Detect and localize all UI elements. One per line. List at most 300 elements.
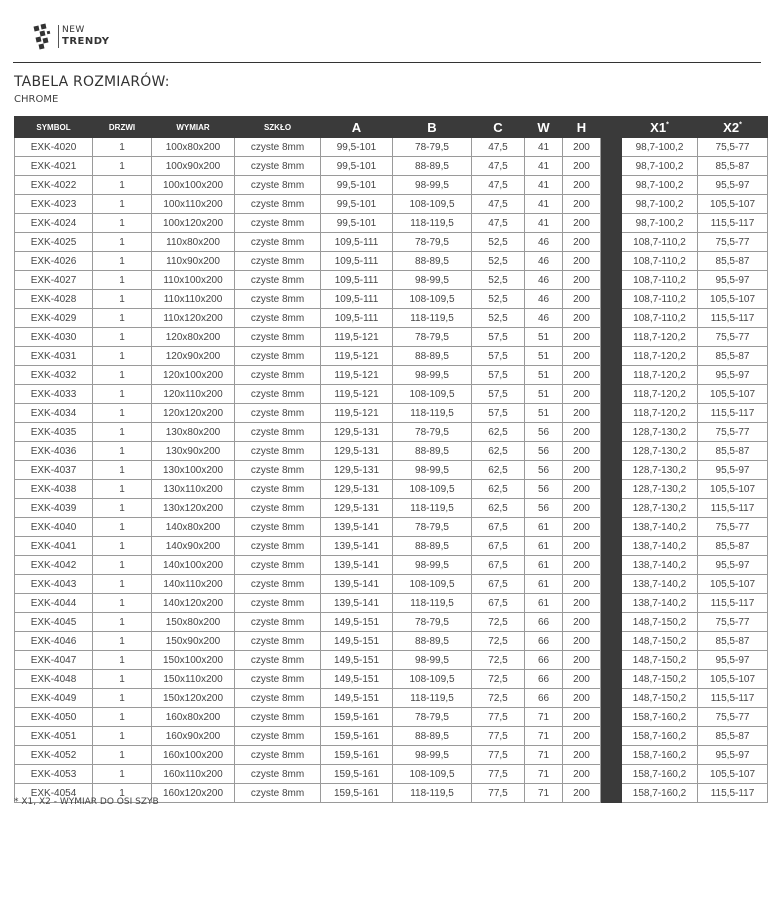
cell-h: 200: [563, 480, 601, 499]
cell-wymiar: 160x80x200: [152, 708, 235, 727]
cell-x2: 85,5-87: [698, 727, 768, 746]
cell-x2: 75,5-77: [698, 328, 768, 347]
cell-w: 51: [525, 385, 563, 404]
cell-b: 88-89,5: [393, 347, 472, 366]
logo-line-new: NEW: [62, 25, 85, 35]
cell-szklo: czyste 8mm: [235, 309, 321, 328]
page-title: TABELA ROZMIARÓW:: [14, 74, 170, 90]
cell-a: 149,5-151: [321, 613, 393, 632]
cell-w: 71: [525, 746, 563, 765]
cell-a: 99,5-101: [321, 176, 393, 195]
table-row: [15, 176, 768, 195]
column-gap: [601, 632, 622, 651]
cell-x1: 118,7-120,2: [622, 404, 698, 423]
cell-h: 200: [563, 366, 601, 385]
cell-symbol: EXK-4040: [15, 518, 93, 537]
col-header-c: C: [472, 117, 525, 138]
cell-c: 57,5: [472, 347, 525, 366]
cell-szklo: czyste 8mm: [235, 233, 321, 252]
cell-c: 67,5: [472, 556, 525, 575]
cell-x2: 115,5-117: [698, 784, 768, 803]
cell-b: 78-79,5: [393, 138, 472, 157]
cell-a: 129,5-131: [321, 499, 393, 518]
cell-x2: 105,5-107: [698, 290, 768, 309]
cell-b: 118-119,5: [393, 784, 472, 803]
cell-wymiar: 100x100x200: [152, 176, 235, 195]
logo-mark-icon: [32, 22, 54, 52]
cell-c: 52,5: [472, 252, 525, 271]
cell-a: 99,5-101: [321, 138, 393, 157]
cell-szklo: czyste 8mm: [235, 328, 321, 347]
column-gap: [601, 385, 622, 404]
cell-drzwi: 1: [93, 746, 152, 765]
cell-x2: 115,5-117: [698, 594, 768, 613]
table-row: [15, 309, 768, 328]
cell-x2: 105,5-107: [698, 765, 768, 784]
cell-wymiar: 140x110x200: [152, 575, 235, 594]
cell-c: 57,5: [472, 328, 525, 347]
table-row: [15, 442, 768, 461]
table-row: [15, 290, 768, 309]
cell-w: 41: [525, 138, 563, 157]
cell-x2: 95,5-97: [698, 176, 768, 195]
cell-w: 41: [525, 176, 563, 195]
cell-a: 129,5-131: [321, 461, 393, 480]
cell-b: 118-119,5: [393, 594, 472, 613]
cell-w: 71: [525, 708, 563, 727]
cell-w: 51: [525, 366, 563, 385]
cell-c: 52,5: [472, 233, 525, 252]
cell-szklo: czyste 8mm: [235, 594, 321, 613]
cell-b: 98-99,5: [393, 176, 472, 195]
cell-b: 78-79,5: [393, 518, 472, 537]
cell-a: 159,5-161: [321, 784, 393, 803]
cell-b: 118-119,5: [393, 214, 472, 233]
cell-symbol: EXK-4035: [15, 423, 93, 442]
cell-x1: 138,7-140,2: [622, 518, 698, 537]
cell-wymiar: 110x90x200: [152, 252, 235, 271]
table-row: [15, 328, 768, 347]
cell-szklo: czyste 8mm: [235, 765, 321, 784]
column-gap: [601, 651, 622, 670]
table-row: [15, 195, 768, 214]
cell-h: 200: [563, 271, 601, 290]
table-row: [15, 746, 768, 765]
cell-b: 88-89,5: [393, 727, 472, 746]
cell-a: 99,5-101: [321, 157, 393, 176]
cell-a: 139,5-141: [321, 518, 393, 537]
cell-szklo: czyste 8mm: [235, 480, 321, 499]
cell-c: 47,5: [472, 214, 525, 233]
logo-divider: [58, 25, 59, 48]
cell-c: 67,5: [472, 518, 525, 537]
cell-c: 57,5: [472, 385, 525, 404]
cell-x2: 85,5-87: [698, 252, 768, 271]
cell-x1: 138,7-140,2: [622, 594, 698, 613]
table-row: [15, 708, 768, 727]
cell-b: 98-99,5: [393, 461, 472, 480]
cell-x1: 158,7-160,2: [622, 765, 698, 784]
cell-szklo: czyste 8mm: [235, 214, 321, 233]
cell-x1: 158,7-160,2: [622, 727, 698, 746]
cell-x1: 148,7-150,2: [622, 632, 698, 651]
cell-a: 149,5-151: [321, 632, 393, 651]
cell-wymiar: 140x80x200: [152, 518, 235, 537]
cell-symbol: EXK-4044: [15, 594, 93, 613]
cell-szklo: czyste 8mm: [235, 632, 321, 651]
cell-wymiar: 100x80x200: [152, 138, 235, 157]
cell-h: 200: [563, 689, 601, 708]
cell-h: 200: [563, 651, 601, 670]
cell-wymiar: 130x100x200: [152, 461, 235, 480]
cell-x1: 148,7-150,2: [622, 670, 698, 689]
cell-a: 129,5-131: [321, 423, 393, 442]
cell-h: 200: [563, 746, 601, 765]
cell-a: 99,5-101: [321, 214, 393, 233]
cell-h: 200: [563, 499, 601, 518]
cell-x1: 108,7-110,2: [622, 309, 698, 328]
column-gap: [601, 195, 622, 214]
table-row: [15, 214, 768, 233]
cell-w: 61: [525, 594, 563, 613]
footnote: * X1, X2 - WYMIAR DO OSI SZYB: [14, 797, 159, 807]
cell-szklo: czyste 8mm: [235, 537, 321, 556]
cell-wymiar: 130x80x200: [152, 423, 235, 442]
cell-x1: 128,7-130,2: [622, 423, 698, 442]
cell-symbol: EXK-4051: [15, 727, 93, 746]
cell-szklo: czyste 8mm: [235, 290, 321, 309]
column-gap: [601, 499, 622, 518]
cell-szklo: czyste 8mm: [235, 157, 321, 176]
cell-x2: 95,5-97: [698, 366, 768, 385]
cell-h: 200: [563, 347, 601, 366]
cell-wymiar: 120x80x200: [152, 328, 235, 347]
column-gap: [601, 404, 622, 423]
cell-wymiar: 160x90x200: [152, 727, 235, 746]
cell-drzwi: 1: [93, 651, 152, 670]
cell-x2: 75,5-77: [698, 423, 768, 442]
cell-h: 200: [563, 537, 601, 556]
cell-h: 200: [563, 613, 601, 632]
col-header-x2: [698, 117, 768, 138]
cell-h: 200: [563, 765, 601, 784]
cell-wymiar: 160x110x200: [152, 765, 235, 784]
cell-x2: 95,5-97: [698, 651, 768, 670]
cell-b: 108-109,5: [393, 480, 472, 499]
cell-w: 46: [525, 290, 563, 309]
cell-c: 57,5: [472, 404, 525, 423]
cell-w: 61: [525, 575, 563, 594]
cell-wymiar: 120x120x200: [152, 404, 235, 423]
cell-h: 200: [563, 290, 601, 309]
col-header-wymiar: WYMIAR: [152, 117, 235, 138]
column-gap: [601, 366, 622, 385]
cell-wymiar: 150x110x200: [152, 670, 235, 689]
cell-x2: 95,5-97: [698, 461, 768, 480]
cell-wymiar: 100x110x200: [152, 195, 235, 214]
cell-wymiar: 150x120x200: [152, 689, 235, 708]
col-header-x1-label: X1: [650, 119, 667, 135]
cell-a: 109,5-111: [321, 271, 393, 290]
cell-x1: 158,7-160,2: [622, 708, 698, 727]
header-divider: [13, 62, 761, 63]
cell-x1: 138,7-140,2: [622, 556, 698, 575]
cell-b: 98-99,5: [393, 651, 472, 670]
col-header-x2-mark: *: [739, 121, 742, 129]
cell-x2: 85,5-87: [698, 157, 768, 176]
cell-szklo: czyste 8mm: [235, 385, 321, 404]
column-gap: [601, 176, 622, 195]
cell-szklo: czyste 8mm: [235, 613, 321, 632]
cell-x2: 75,5-77: [698, 613, 768, 632]
cell-drzwi: 1: [93, 461, 152, 480]
cell-drzwi: 1: [93, 765, 152, 784]
cell-a: 139,5-141: [321, 575, 393, 594]
cell-drzwi: 1: [93, 290, 152, 309]
table-row: [15, 651, 768, 670]
cell-a: 159,5-161: [321, 746, 393, 765]
cell-drzwi: 1: [93, 784, 152, 803]
column-gap: [601, 784, 622, 803]
table-row: [15, 252, 768, 271]
cell-h: 200: [563, 518, 601, 537]
cell-drzwi: 1: [93, 214, 152, 233]
table-row: [15, 594, 768, 613]
cell-a: 159,5-161: [321, 708, 393, 727]
cell-w: 46: [525, 309, 563, 328]
cell-h: 200: [563, 670, 601, 689]
cell-c: 72,5: [472, 632, 525, 651]
cell-drzwi: 1: [93, 138, 152, 157]
cell-wymiar: 110x110x200: [152, 290, 235, 309]
cell-a: 109,5-111: [321, 309, 393, 328]
cell-x1: 148,7-150,2: [622, 689, 698, 708]
cell-szklo: czyste 8mm: [235, 404, 321, 423]
cell-symbol: EXK-4031: [15, 347, 93, 366]
cell-x2: 85,5-87: [698, 347, 768, 366]
table-row: [15, 575, 768, 594]
cell-wymiar: 100x90x200: [152, 157, 235, 176]
cell-drzwi: 1: [93, 233, 152, 252]
cell-a: 119,5-121: [321, 385, 393, 404]
cell-x2: 105,5-107: [698, 385, 768, 404]
cell-h: 200: [563, 404, 601, 423]
cell-x1: 158,7-160,2: [622, 746, 698, 765]
cell-w: 66: [525, 670, 563, 689]
cell-c: 77,5: [472, 727, 525, 746]
cell-w: 61: [525, 556, 563, 575]
cell-symbol: EXK-4033: [15, 385, 93, 404]
cell-wymiar: 150x80x200: [152, 613, 235, 632]
cell-drzwi: 1: [93, 575, 152, 594]
table-body: [15, 138, 768, 803]
cell-symbol: EXK-4036: [15, 442, 93, 461]
column-gap: [601, 461, 622, 480]
cell-w: 71: [525, 784, 563, 803]
cell-szklo: czyste 8mm: [235, 252, 321, 271]
table-row: [15, 670, 768, 689]
cell-szklo: czyste 8mm: [235, 461, 321, 480]
column-gap: [601, 290, 622, 309]
brand-logo: [32, 22, 152, 52]
cell-szklo: czyste 8mm: [235, 347, 321, 366]
cell-a: 109,5-111: [321, 290, 393, 309]
cell-b: 118-119,5: [393, 309, 472, 328]
cell-h: 200: [563, 252, 601, 271]
column-gap: [601, 689, 622, 708]
cell-c: 47,5: [472, 138, 525, 157]
column-gap: [601, 347, 622, 366]
cell-drzwi: 1: [93, 423, 152, 442]
table-row: [15, 423, 768, 442]
cell-wymiar: 110x120x200: [152, 309, 235, 328]
col-header-a: A: [321, 117, 393, 138]
cell-drzwi: 1: [93, 480, 152, 499]
cell-a: 159,5-161: [321, 765, 393, 784]
cell-x1: 108,7-110,2: [622, 233, 698, 252]
cell-wymiar: 140x120x200: [152, 594, 235, 613]
cell-w: 56: [525, 480, 563, 499]
cell-x1: 128,7-130,2: [622, 480, 698, 499]
cell-drzwi: 1: [93, 727, 152, 746]
cell-x2: 85,5-87: [698, 537, 768, 556]
cell-b: 78-79,5: [393, 328, 472, 347]
cell-symbol: EXK-4047: [15, 651, 93, 670]
cell-c: 62,5: [472, 499, 525, 518]
table-row: [15, 689, 768, 708]
cell-drzwi: 1: [93, 328, 152, 347]
cell-b: 118-119,5: [393, 499, 472, 518]
column-gap: [601, 252, 622, 271]
column-gap: [601, 442, 622, 461]
cell-symbol: EXK-4028: [15, 290, 93, 309]
cell-h: 200: [563, 138, 601, 157]
cell-symbol: EXK-4041: [15, 537, 93, 556]
cell-szklo: czyste 8mm: [235, 784, 321, 803]
cell-symbol: EXK-4027: [15, 271, 93, 290]
cell-x2: 75,5-77: [698, 708, 768, 727]
cell-symbol: EXK-4020: [15, 138, 93, 157]
cell-c: 47,5: [472, 195, 525, 214]
cell-drzwi: 1: [93, 518, 152, 537]
cell-c: 72,5: [472, 613, 525, 632]
cell-x2: 75,5-77: [698, 518, 768, 537]
cell-x2: 85,5-87: [698, 442, 768, 461]
column-gap: [601, 271, 622, 290]
cell-x2: 105,5-107: [698, 670, 768, 689]
table-row: [15, 385, 768, 404]
column-gap: [601, 157, 622, 176]
cell-wymiar: 140x90x200: [152, 537, 235, 556]
cell-c: 72,5: [472, 689, 525, 708]
cell-x1: 98,7-100,2: [622, 138, 698, 157]
cell-wymiar: 120x100x200: [152, 366, 235, 385]
cell-a: 119,5-121: [321, 404, 393, 423]
cell-symbol: EXK-4052: [15, 746, 93, 765]
cell-szklo: czyste 8mm: [235, 499, 321, 518]
cell-x2: 105,5-107: [698, 480, 768, 499]
cell-x2: 105,5-107: [698, 195, 768, 214]
logo-wordmark: [62, 25, 110, 47]
cell-x2: 75,5-77: [698, 233, 768, 252]
table-row: [15, 765, 768, 784]
cell-a: 119,5-121: [321, 366, 393, 385]
cell-w: 51: [525, 328, 563, 347]
cell-wymiar: 160x100x200: [152, 746, 235, 765]
cell-h: 200: [563, 442, 601, 461]
table-row: [15, 518, 768, 537]
cell-symbol: EXK-4042: [15, 556, 93, 575]
cell-x1: 118,7-120,2: [622, 328, 698, 347]
cell-h: 200: [563, 727, 601, 746]
cell-c: 47,5: [472, 176, 525, 195]
table-row: [15, 347, 768, 366]
table-row: [15, 537, 768, 556]
cell-szklo: czyste 8mm: [235, 689, 321, 708]
cell-drzwi: 1: [93, 632, 152, 651]
column-gap: [601, 518, 622, 537]
cell-b: 108-109,5: [393, 575, 472, 594]
cell-c: 62,5: [472, 423, 525, 442]
cell-a: 129,5-131: [321, 480, 393, 499]
cell-h: 200: [563, 233, 601, 252]
cell-szklo: czyste 8mm: [235, 746, 321, 765]
cell-symbol: EXK-4030: [15, 328, 93, 347]
col-header-drzwi: DRZWI: [93, 117, 152, 138]
cell-c: 52,5: [472, 271, 525, 290]
cell-h: 200: [563, 423, 601, 442]
cell-b: 108-109,5: [393, 195, 472, 214]
cell-h: 200: [563, 214, 601, 233]
col-header-b: B: [393, 117, 472, 138]
cell-b: 78-79,5: [393, 423, 472, 442]
cell-w: 41: [525, 157, 563, 176]
column-gap: [601, 556, 622, 575]
cell-wymiar: 150x90x200: [152, 632, 235, 651]
cell-x1: 128,7-130,2: [622, 499, 698, 518]
column-gap: [601, 423, 622, 442]
cell-w: 61: [525, 518, 563, 537]
cell-x2: 95,5-97: [698, 746, 768, 765]
cell-h: 200: [563, 385, 601, 404]
table-row: [15, 233, 768, 252]
cell-symbol: EXK-4034: [15, 404, 93, 423]
cell-c: 52,5: [472, 309, 525, 328]
cell-x1: 118,7-120,2: [622, 385, 698, 404]
cell-drzwi: 1: [93, 195, 152, 214]
cell-b: 108-109,5: [393, 670, 472, 689]
cell-c: 52,5: [472, 290, 525, 309]
cell-symbol: EXK-4022: [15, 176, 93, 195]
cell-symbol: EXK-4038: [15, 480, 93, 499]
cell-b: 98-99,5: [393, 746, 472, 765]
cell-h: 200: [563, 708, 601, 727]
cell-szklo: czyste 8mm: [235, 423, 321, 442]
cell-symbol: EXK-4046: [15, 632, 93, 651]
table-row: [15, 366, 768, 385]
column-gap: [601, 613, 622, 632]
table-row: [15, 556, 768, 575]
cell-w: 41: [525, 195, 563, 214]
cell-szklo: czyste 8mm: [235, 670, 321, 689]
cell-x2: 115,5-117: [698, 499, 768, 518]
cell-x2: 95,5-97: [698, 556, 768, 575]
cell-a: 149,5-151: [321, 670, 393, 689]
cell-drzwi: 1: [93, 442, 152, 461]
col-header-x2-label: X2: [723, 119, 740, 135]
cell-drzwi: 1: [93, 157, 152, 176]
cell-b: 78-79,5: [393, 233, 472, 252]
